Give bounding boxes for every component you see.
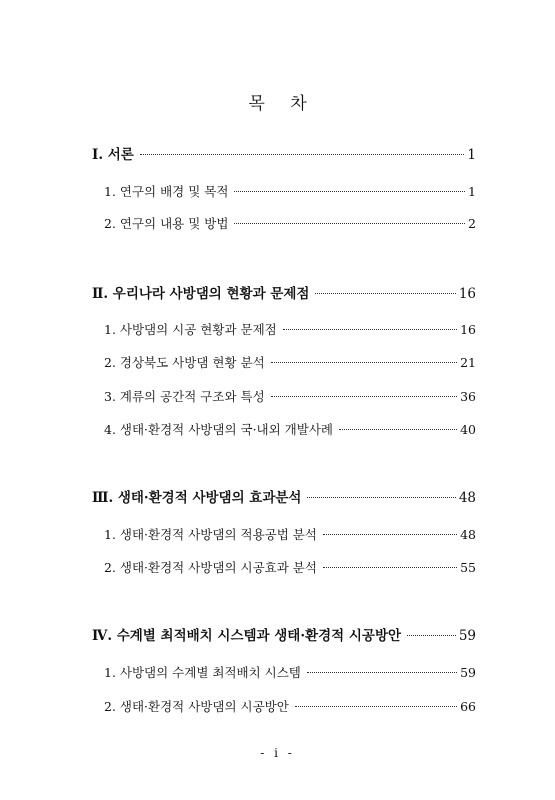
toc-page-number: 48 xyxy=(458,490,476,506)
page-title: 목 차 xyxy=(248,94,317,114)
dot-leader xyxy=(283,329,457,330)
dot-leader xyxy=(323,567,457,568)
toc-section-label: 1. 사방댐의 수계별 최적배치 시스템 xyxy=(104,665,301,680)
toc-section-2-3[interactable] xyxy=(104,387,476,407)
toc-section-label: 2. 연구의 내용 및 방법 xyxy=(104,216,229,231)
dot-leader xyxy=(307,672,457,673)
toc-chapter-label: Ⅳ. 수계별 최적배치 시스템과 생태·환경적 시공방안 xyxy=(92,628,402,644)
toc-section-4-1[interactable] xyxy=(104,663,476,683)
toc-page-number: 21 xyxy=(460,355,476,370)
toc-section-label: 1. 연구의 배경 및 목적 xyxy=(104,184,229,199)
toc-section-label: 2. 생태·환경적 사방댐의 시공효과 분석 xyxy=(104,560,317,575)
dot-leader xyxy=(234,191,465,192)
toc-page-number: 16 xyxy=(458,286,476,302)
dot-leader xyxy=(323,534,457,535)
dot-leader xyxy=(307,497,455,498)
dot-leader xyxy=(271,362,457,363)
dot-leader xyxy=(295,706,457,707)
toc-page-number: 40 xyxy=(460,422,476,437)
toc-chapter-2[interactable] xyxy=(92,284,476,304)
toc-section-label: 2. 생태·환경적 사방댐의 시공방안 xyxy=(104,699,289,714)
toc-section-1-1[interactable] xyxy=(104,182,476,202)
toc-section-label: 4. 생태·환경적 사방댐의 국·내외 개발사례 xyxy=(104,422,333,437)
toc-section-label: 1. 사방댐의 시공 현황과 문제점 xyxy=(104,322,277,337)
toc-page-number: 1 xyxy=(468,184,476,199)
toc-section-label: 1. 생태·환경적 사방댐의 적용공법 분석 xyxy=(104,527,317,542)
toc-chapter-3[interactable] xyxy=(92,488,476,508)
toc-section-3-2[interactable] xyxy=(104,558,476,578)
toc-page-number: 2 xyxy=(468,216,476,231)
toc-page-number: 66 xyxy=(460,699,476,714)
toc-page-number: 1 xyxy=(467,147,476,163)
toc-page-number: 55 xyxy=(460,560,476,575)
toc-page-number: 36 xyxy=(460,389,476,404)
toc-section-2-4[interactable] xyxy=(104,420,476,440)
dot-leader xyxy=(315,293,455,294)
toc-section-2-1[interactable] xyxy=(104,320,476,340)
page-footer-number: - ⅰ - xyxy=(260,746,295,760)
dot-leader xyxy=(140,154,465,155)
toc-chapter-1[interactable] xyxy=(92,145,476,165)
toc-section-2-2[interactable] xyxy=(104,353,476,373)
toc-section-3-1[interactable] xyxy=(104,525,476,545)
toc-chapter-label: Ⅰ. 서론 xyxy=(92,147,134,163)
toc-page-number: 59 xyxy=(458,628,476,644)
toc-section-label: 2. 경상북도 사방댐 현황 분석 xyxy=(104,355,265,370)
toc-chapter-label: Ⅱ. 우리나라 사방댐의 현황과 문제점 xyxy=(92,286,310,302)
dot-leader xyxy=(407,635,456,636)
toc-section-label: 3. 계류의 공간적 구조와 특성 xyxy=(104,389,265,404)
dot-leader xyxy=(339,429,457,430)
toc-section-4-2[interactable] xyxy=(104,697,476,717)
toc-section-1-2[interactable] xyxy=(104,214,476,234)
toc-page-number: 59 xyxy=(460,665,476,680)
toc-chapter-label: Ⅲ. 생태·환경적 사방댐의 효과분석 xyxy=(92,490,302,506)
toc-page-number: 48 xyxy=(460,527,476,542)
toc-chapter-4[interactable] xyxy=(92,626,476,646)
dot-leader xyxy=(234,223,465,224)
toc-page-number: 16 xyxy=(460,322,476,337)
dot-leader xyxy=(271,396,457,397)
